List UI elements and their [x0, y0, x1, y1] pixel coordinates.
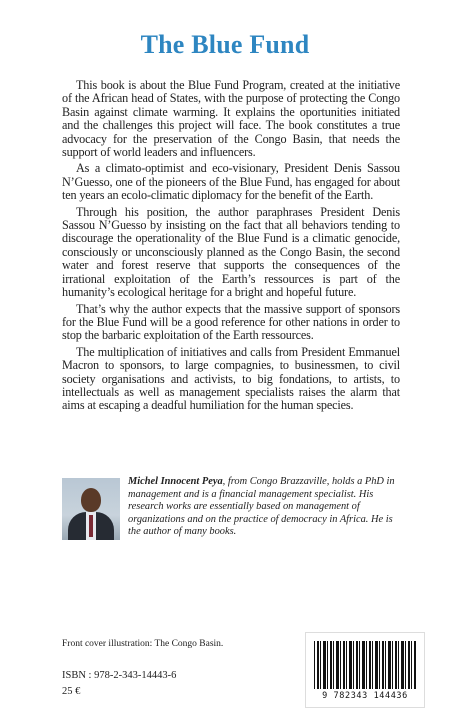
back-cover-blurb	[62, 79, 400, 416]
author-name: Michel Innocent Peya	[128, 476, 223, 487]
price: 25 €	[62, 686, 81, 697]
author-bio-text: , from Congo Brazzaville, holds a PhD in management and is a financial management specialist. His research works are essentially based on management of organizations and on the practice of democracy in Africa. He is the author of many books.	[128, 476, 395, 538]
blurb-paragraph: That’s why the author expects that the massive support of sponsors for the Blue Fund will be a good reference for other nations in order to stop the barbaric exploitation of the Earth ressources.	[62, 301, 400, 343]
cover-credit: Front cover illustration: The Congo Basin.	[62, 639, 224, 649]
blurb-paragraph: The multiplication of initiatives and calls from President Emmanuel Macron to sponsors, to large compagnies, to businessmen, to civil society organisations and activists, to big fondations, to artists, to intellectuals as well as management specialists raises the alarm that aims at escaping a deadful humiliation for the human species.	[62, 344, 400, 413]
blurb-paragraph: As a climato-optimist and eco-visionary, President Denis Sassou N’Guesso, one of the pioneers of the Blue Fund, has engaged for about ten years an ecolo-climatic diplomacy for the benefit of the Earth.	[62, 161, 400, 203]
isbn: ISBN : 978-2-343-14443-6	[62, 670, 177, 681]
blurb-paragraph: This book is about the Blue Fund Program, created at the initiative of the African head of States, with the purpose of protecting the Congo Basin against climate warming. It explains the oportunities initiated and the challenges this project will face. The book constitutes a true advocacy for the preservation of the Congo Basin, that needs the support of world leaders and influencers.	[62, 78, 400, 160]
author-photo	[62, 478, 120, 540]
barcode-bars	[314, 641, 416, 689]
blurb-paragraph: Through his position, the author paraphrases President Denis Sassou N’Guesso by insisting on the fact that all behaviors tending to discourage the operationality of the Blue Fund is a climatic genocide, consciously or unconsciously planned as the Congo Basin, the second water and forest reserve that supports the consequences of the irrational exploitation of the Earth’s ressources is part of the humanity’s ecological heritage for a bright and hopeful future.	[62, 204, 400, 300]
barcode	[305, 632, 425, 708]
author-bio	[128, 476, 400, 539]
barcode-number: 9 782343 144436	[322, 691, 408, 701]
book-title: The Blue Fund	[140, 30, 310, 59]
